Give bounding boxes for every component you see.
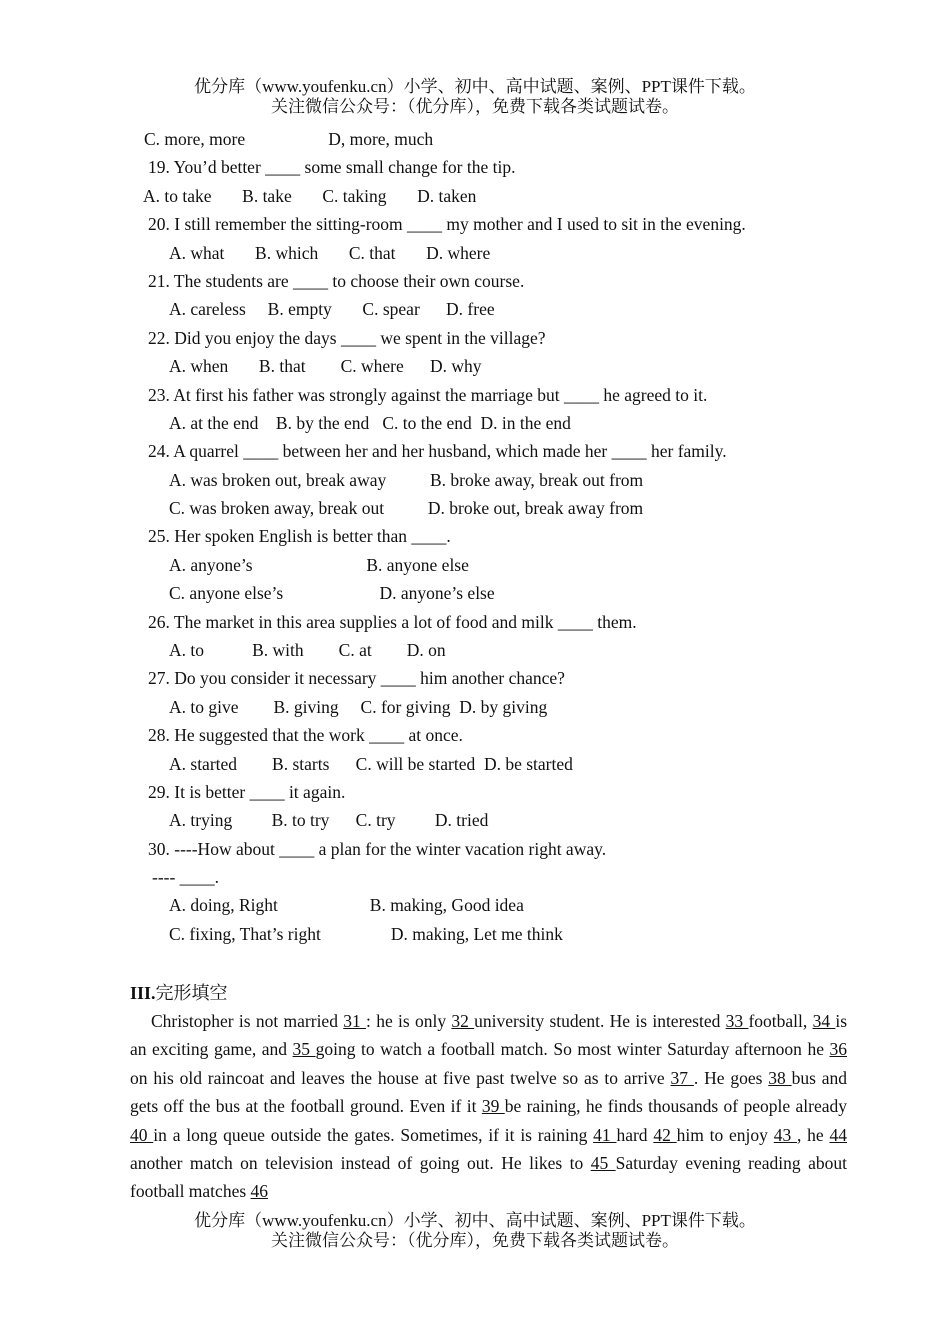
option-line: A. what B. which C. that D. where <box>169 243 491 263</box>
blank-35: 35 <box>292 1039 316 1060</box>
option-line: A. careless B. empty C. spear D. free <box>169 299 495 319</box>
footer-line-1: 优分库（www.youfenku.cn）小学、初中、高中试题、案例、PPT课件下载。 <box>194 1211 756 1230</box>
option-line: A. was broken out, break away B. broke away, break out from <box>169 470 644 490</box>
question-20: 20. I still remember the sitting-room ____ my mother and I used to sit in the evening. <box>148 214 746 234</box>
blank-41: 41 <box>593 1124 617 1145</box>
blank-34: 34 <box>812 1011 836 1031</box>
blank-45: 45 <box>590 1153 616 1174</box>
option-line: A. to give B. giving C. for giving D. by giving <box>169 697 548 717</box>
question-23: 23. At first his father was strongly against the marriage but ____ he agreed to it. <box>148 385 708 405</box>
blank-46: 46 <box>250 1181 269 1202</box>
blank-39: 39 <box>481 1096 505 1117</box>
blank-38: 38 <box>768 1067 792 1088</box>
question-25: 25. Her spoken English is better than ____. <box>148 526 451 546</box>
question-21: 21. The students are ____ to choose their own course. <box>148 271 525 291</box>
section-title: 完形填空 <box>155 983 228 1003</box>
option-line: A. started B. starts C. will be started D. be started <box>169 754 573 774</box>
option-line: A. when B. that C. where D. why <box>169 356 482 376</box>
option-line: A. anyone’s B. anyone else <box>169 555 469 575</box>
option-line: A. doing, Right B. making, Good idea <box>169 895 524 915</box>
header-line-1: 优分库（www.youfenku.cn）小学、初中、高中试题、案例、PPT课件下载。 <box>194 77 756 96</box>
blank-42: 42 <box>653 1124 677 1145</box>
question-30: 30. ----How about ____ a plan for the winter vacation right away. <box>148 839 607 859</box>
blank-33: 33 <box>725 1011 749 1031</box>
cloze-passage: Christopher is not married 31 : he is only 32 university student. He is interested 33 football, 34 is an exciting game, and 35 going to watch a football match. So most winter Saturday afternoon he 36 on his old raincoat and leaves the house at five past twelve so as to arrive 37 . He goes 38 bus and gets off the bus at the football ground. Even if it 39 be raining, he finds thousands of people already 40 in a long queue outside the gates. Sometimes, if it is raining 41 hard 42 him to enjoy 43 , he 44 another match on television instead of going out. He likes to 45 Saturday evening reading about football matches 46 <box>130 1011 848 1202</box>
option-line: C. anyone else’s D. anyone’s else <box>169 583 495 603</box>
blank-36: 36 <box>829 1039 848 1060</box>
question-28: 28. He suggested that the work ____ at once. <box>148 725 463 745</box>
option-line: A. trying B. to try C. try D. tried <box>169 810 489 830</box>
option-line: C. fixing, That’s right D. making, Let me think <box>169 924 563 944</box>
option-line: C. more, more D, more, much <box>144 129 434 149</box>
blank-37: 37 <box>670 1067 694 1088</box>
blank-31: 31 <box>343 1011 367 1031</box>
option-line: A. to B. with C. at D. on <box>169 640 446 660</box>
section-number: III. <box>130 983 156 1003</box>
blank-32: 32 <box>451 1011 475 1031</box>
blank-40: 40 <box>130 1124 154 1145</box>
question-22: 22. Did you enjoy the days ____ we spent in the village? <box>148 328 546 348</box>
blank-44: 44 <box>829 1124 847 1145</box>
question-24: 24. A quarrel ____ between her and her husband, which made her ____ her family. <box>148 441 727 461</box>
question-26: 26. The market in this area supplies a lot of food and milk ____ them. <box>148 612 637 632</box>
blank-43: 43 <box>773 1124 798 1145</box>
option-line: A. to take B. take C. taking D. taken <box>143 186 477 206</box>
option-line: C. was broken away, break out D. broke out, break away from <box>169 498 644 518</box>
question-19: 19. You’d better ____ some small change for the tip. <box>148 157 516 177</box>
answer-line: ---- ____. <box>152 867 220 887</box>
header-line-2: 关注微信公众号：（优分库），免费下载各类试题试卷。 <box>271 97 679 116</box>
question-29: 29. It is better ____ it again. <box>148 782 346 802</box>
option-line: A. at the end B. by the end C. to the end D. in the end <box>169 413 571 433</box>
section-heading <box>130 979 228 1005</box>
question-27: 27. Do you consider it necessary ____ him another chance? <box>148 668 565 688</box>
footer-line-2: 关注微信公众号：（优分库），免费下载各类试题试卷。 <box>271 1231 679 1250</box>
